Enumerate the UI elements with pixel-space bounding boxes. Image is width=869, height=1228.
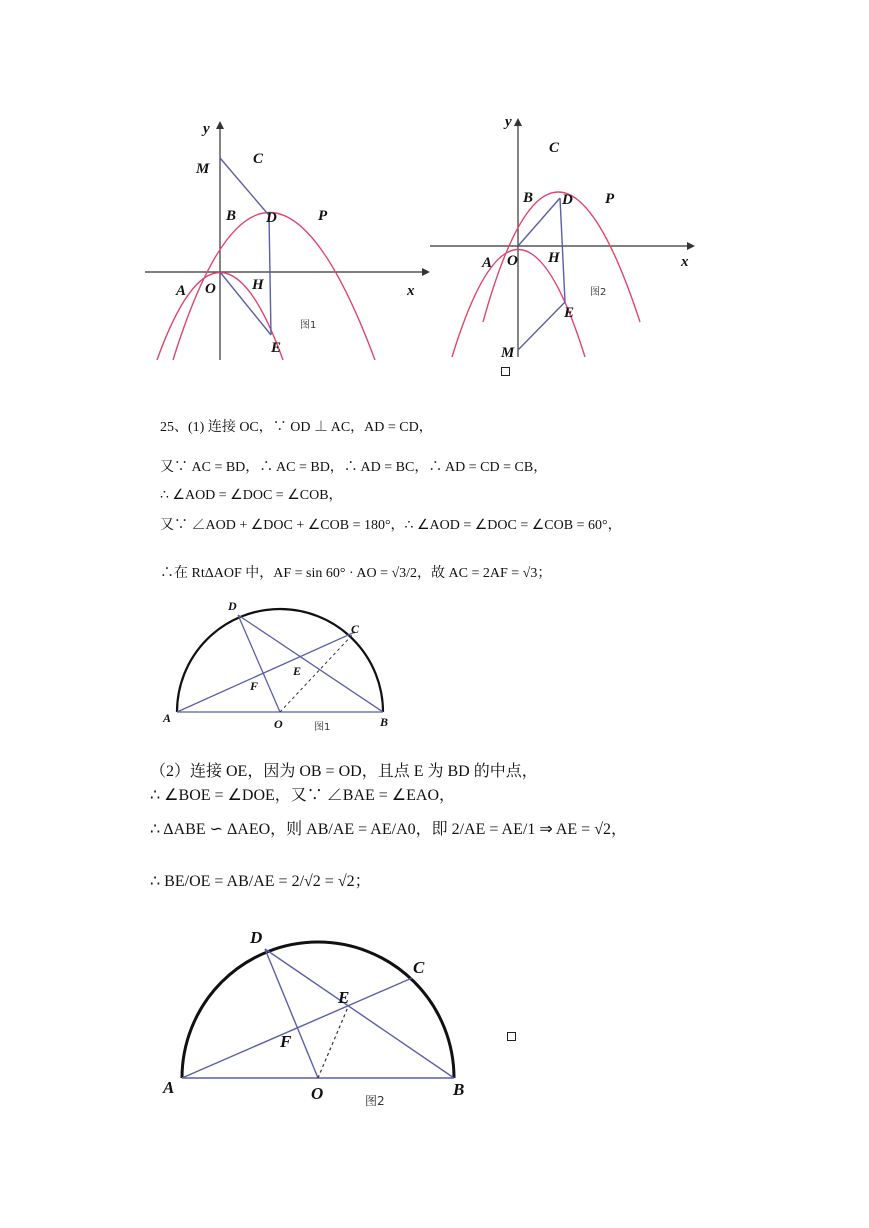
label-C: C <box>549 140 560 156</box>
label-E: E <box>564 305 575 321</box>
label-C: C <box>413 958 425 977</box>
label-D: D <box>266 210 277 226</box>
segment-D-E <box>560 198 565 302</box>
label-y: y <box>203 121 210 137</box>
label-B: B <box>453 1080 465 1099</box>
part1-line-4: 又∵ ∠AOD + ∠DOC + ∠COB = 180°，∴ ∠AOD = ∠DOC = ∠COB = 60°， <box>160 518 622 533</box>
label-O: O <box>205 281 216 297</box>
label-A: A <box>482 255 493 271</box>
label-O: O <box>311 1084 324 1103</box>
label-y: y <box>505 114 512 130</box>
placeholder-square-1 <box>501 367 510 376</box>
label-C: C <box>351 622 360 636</box>
label-x: x <box>407 283 415 299</box>
label-F: F <box>250 679 259 693</box>
y-axis-arrow <box>514 118 522 126</box>
label-F: F <box>280 1032 292 1051</box>
label-C: C <box>253 151 264 167</box>
parabola-figure-2 <box>425 112 705 362</box>
segment-M-D-H-E <box>220 158 271 335</box>
label-A: A <box>163 711 172 725</box>
part2-line-4: ∴ BE/OE = AB/AE = 2/√2 = √2； <box>150 873 371 890</box>
caption-fig1: 图1 <box>300 320 317 331</box>
part2-line-3: ∴ ΔABE ∽ ΔAEO，则 AB/AE = AE/A0，即 2/AE = AE/1 ⇒ AE = √2， <box>150 821 627 838</box>
semicircle-figure-1 <box>160 598 400 738</box>
parabola-figure-1 <box>140 115 440 365</box>
segment-DO <box>265 949 318 1078</box>
chord-DB <box>238 615 383 712</box>
label-E: E <box>293 664 302 678</box>
dashed-OC <box>280 632 355 712</box>
label-A: A <box>163 1078 175 1097</box>
label-B: B <box>523 190 534 206</box>
chord-DB <box>265 949 454 1078</box>
label-D: D <box>250 928 263 947</box>
label-B: B <box>380 715 389 729</box>
caption-semicircle-1: 图1 <box>314 722 331 733</box>
label-P: P <box>605 191 615 207</box>
label-M: M <box>196 161 210 177</box>
semicircle-figure-2 <box>160 925 480 1115</box>
part1-line-2: 又∵ AC = BD，∴ AC = BD，∴ AD = BC，∴ AD = CD = CB， <box>160 460 548 475</box>
part1-line-5: ∴在 RtΔAOF 中，AF = sin 60° · AO = √3/2，故 AC = 2AF = √3； <box>160 566 552 581</box>
label-A: A <box>176 283 187 299</box>
segment-E-M <box>518 302 565 350</box>
part2-line-2: ∴ ∠BOE = ∠DOE，又∵ ∠BAE = ∠EAO， <box>150 787 456 804</box>
label-D: D <box>228 599 237 613</box>
label-x: x <box>681 254 689 270</box>
part2-line-1: （2）连接 OE，因为 OB = OD，且点 E 为 BD 的中点， <box>150 763 538 780</box>
label-E: E <box>271 340 282 356</box>
part1-line-3: ∴ ∠AOD = ∠DOC = ∠COB， <box>160 488 343 503</box>
label-E: E <box>338 988 350 1007</box>
caption-fig2: 图2 <box>590 287 607 298</box>
placeholder-square-2 <box>507 1032 516 1041</box>
label-P: P <box>318 208 328 224</box>
label-M: M <box>501 345 515 361</box>
label-O: O <box>274 717 283 731</box>
x-axis-arrow <box>687 242 695 250</box>
label-H: H <box>252 277 264 293</box>
caption-semicircle-2: 图2 <box>365 1094 385 1108</box>
label-H: H <box>548 250 560 266</box>
part1-line-1: 25、(1) 连接 OC，∵ OD ⊥ AC，AD = CD， <box>160 420 433 435</box>
label-O: O <box>507 253 518 269</box>
label-D: D <box>562 192 573 208</box>
y-axis-arrow <box>216 121 224 129</box>
label-B: B <box>226 208 237 224</box>
